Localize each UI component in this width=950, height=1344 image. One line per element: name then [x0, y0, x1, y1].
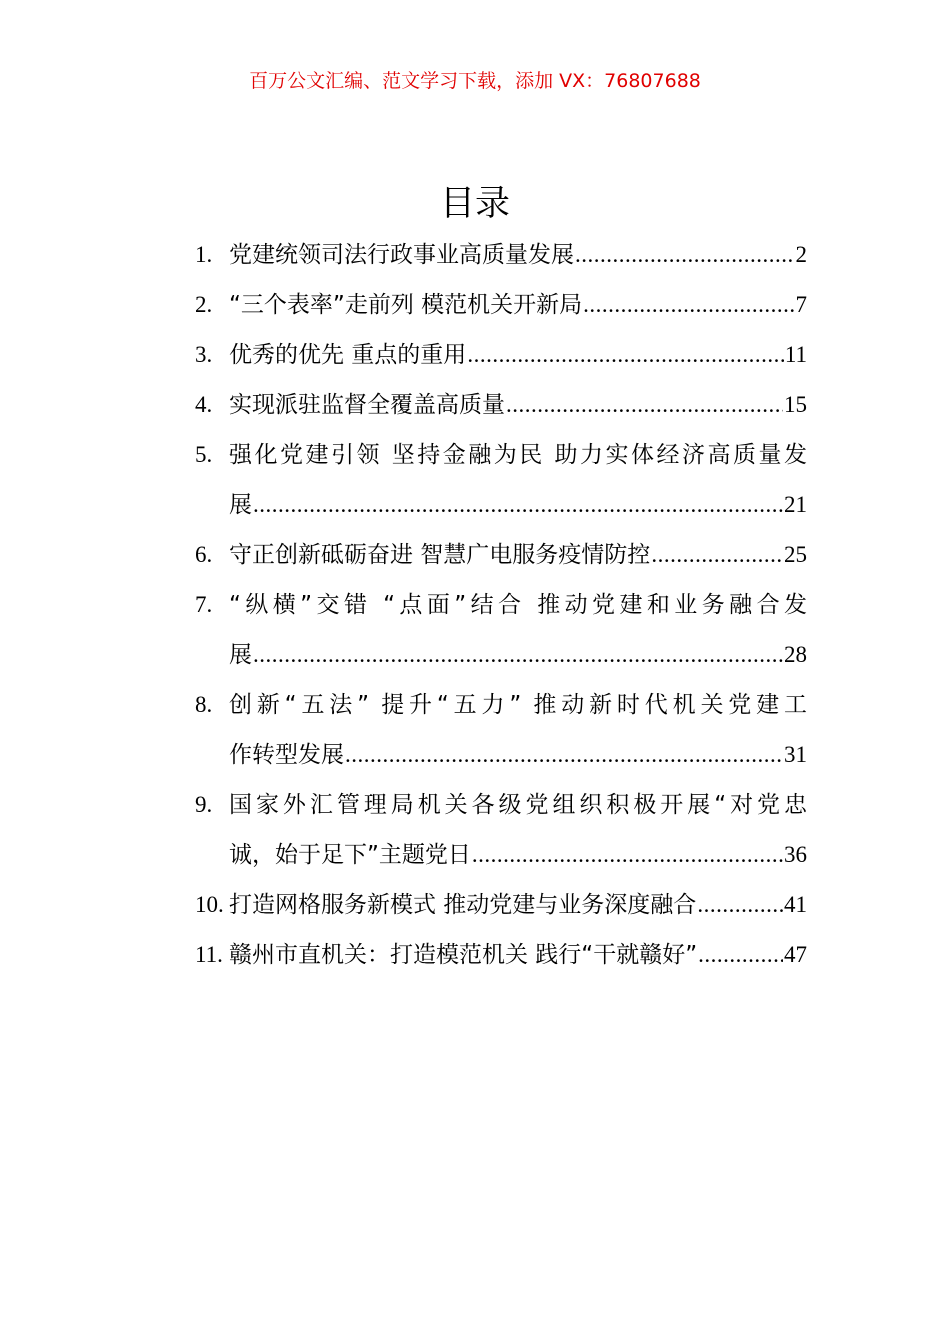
toc-entry-title-line-1: 强化党建引领 坚持金融为民 助力实体经济高质量发: [229, 442, 807, 468]
toc-entry-3[interactable]: [195, 330, 807, 380]
toc-entry-page: 28: [784, 642, 807, 667]
toc-leader-dots: [472, 830, 783, 880]
toc-entry-title-line-2: 诚，始于足下”主题党日: [229, 842, 471, 868]
toc-entry-title-line-2: 作转型发展: [229, 742, 344, 768]
toc-leader-dots: [698, 930, 783, 980]
toc-entry-9[interactable]: [195, 780, 807, 880]
toc-entry-page: 47: [784, 942, 807, 967]
toc-leader-dots: [575, 230, 795, 280]
toc-entry-number: 2.: [195, 292, 213, 317]
toc-entry-title: 党建统领司法行政事业高质量发展: [229, 242, 574, 268]
toc-leader-dots: [583, 280, 794, 330]
toc-leader-dots: [345, 730, 783, 780]
toc-title: 目录: [439, 184, 510, 224]
toc-entry-page: 25: [784, 542, 807, 567]
toc-leader-dots: [506, 380, 783, 430]
toc-entry-title: 打造网格服务新模式 推动党建与业务深度融合: [229, 892, 697, 918]
toc-entry-number: 1.: [195, 242, 213, 267]
toc-entry-8[interactable]: [195, 680, 807, 780]
toc-entry-number: 7.: [195, 592, 213, 617]
toc-entry-5[interactable]: [195, 430, 807, 530]
toc-entry-7[interactable]: [195, 580, 807, 680]
table-of-contents: [195, 230, 807, 980]
toc-leader-dots: [253, 630, 783, 680]
toc-entry-number: 5.: [195, 442, 213, 467]
toc-entry-title: 优秀的优先 重点的重用: [229, 342, 467, 368]
toc-entry-title: 赣州市直机关：打造模范机关 践行“干就赣好”: [229, 942, 698, 968]
toc-entry-2[interactable]: [195, 280, 807, 330]
toc-entry-10[interactable]: [195, 880, 807, 930]
toc-entry-page: 15: [784, 392, 807, 417]
toc-entry-title-line-2: 展: [229, 642, 252, 668]
toc-leader-dots: [253, 480, 783, 530]
toc-entry-title: 守正创新砥砺奋进 智慧广电服务疫情防控: [229, 542, 651, 568]
toc-entry-number: 4.: [195, 392, 213, 417]
toc-entry-title-line-2: 展: [229, 492, 252, 518]
watermark-header: 百万公文汇编、范文学习下载，添加 VX：76807688: [249, 70, 701, 92]
toc-entry-title-line-1: 国家外汇管理局机关各级党组织积极开展“对党忠: [229, 792, 807, 818]
toc-entry-6[interactable]: [195, 530, 807, 580]
toc-entry-4[interactable]: [195, 380, 807, 430]
toc-entry-number: 6.: [195, 542, 213, 567]
toc-entry-page: 11: [784, 342, 807, 367]
toc-entry-title-line-1: 创新“五法” 提升“五力” 推动新时代机关党建工: [229, 692, 807, 718]
toc-entry-1[interactable]: [195, 230, 807, 280]
toc-entry-11[interactable]: [195, 930, 807, 980]
toc-leader-dots: [697, 880, 783, 930]
toc-entry-page: 31: [784, 742, 807, 767]
toc-entry-number: 3.: [195, 342, 213, 367]
toc-entry-page: 7: [795, 292, 807, 317]
toc-leader-dots: [467, 330, 784, 380]
toc-leader-dots: [651, 530, 783, 580]
toc-entry-page: 2: [795, 242, 807, 267]
toc-entry-page: 41: [784, 892, 807, 917]
toc-entry-title: 实现派驻监督全覆盖高质量: [229, 392, 505, 418]
toc-entry-title: “三个表率”走前列 模范机关开新局: [229, 292, 583, 318]
toc-entry-number: 9.: [195, 792, 213, 817]
toc-entry-page: 36: [784, 842, 807, 867]
toc-entry-number: 11.: [195, 942, 223, 967]
toc-entry-number: 8.: [195, 692, 213, 717]
toc-entry-page: 21: [784, 492, 807, 517]
toc-entry-number: 10.: [195, 892, 224, 917]
toc-entry-title-line-1: “纵横”交错 “点面”结合 推动党建和业务融合发: [229, 592, 807, 618]
